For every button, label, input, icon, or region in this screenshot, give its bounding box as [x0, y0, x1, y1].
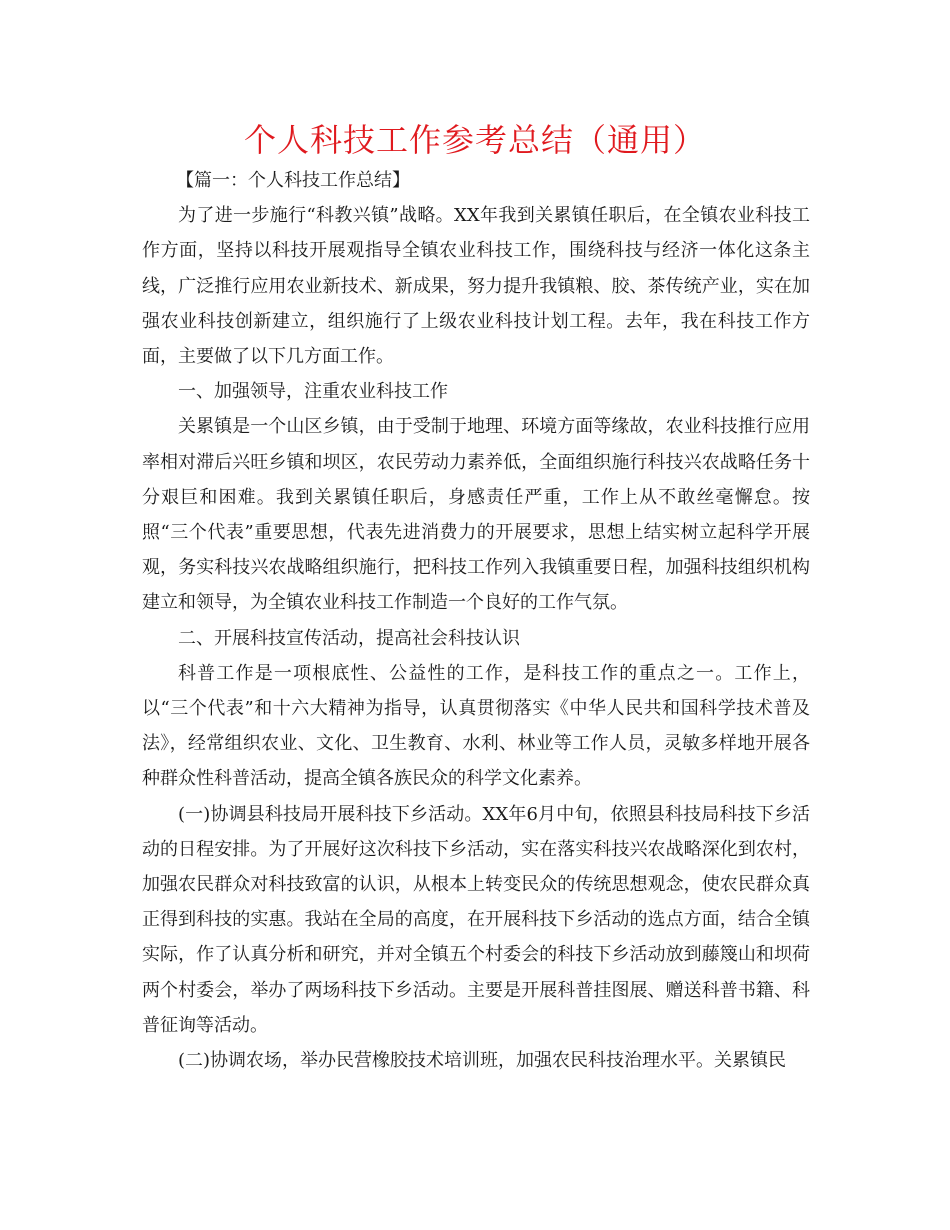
intro-paragraph: 为了进一步施行“科教兴镇”战略。XX年我到关累镇任职后，在全镇农业科技工作方面，坚持以科技开展观指导全镇农业科技工作，围绕科技与经济一体化这条主线，广泛推行应用农业新技术、新成果，努力提升我镇粮、胶、茶传统产业，实在加强农业科技创新建立，组织施行了上级农业科技计划工程。去年，我在科技工作方面，主要做了以下几方面工作。: [142, 205, 810, 368]
section-1-paragraph: 关累镇是一个山区乡镇，由于受制于地理、环境方面等缘故，农业科技推行应用率相对滞后兴旺乡镇和坝区，农民劳动力素养低，全面组织施行科技兴农战略任务十分艰巨和困难。我到关累镇任职后，身感责任严重，工作上从不敢丝毫懈怠。按照“三个代表”重要思想，代表先进消费力的开展要求，思想上结实树立起科学开展观，务实科技兴农战略组织施行，把科技工作列入我镇重要日程，加强科技组织机构建立和领导，为全镇农业科技工作制造一个良好的工作气氛。: [142, 416, 810, 614]
section-heading-part-one: 【篇一：个人科技工作总结】: [176, 170, 410, 191]
document-title: 个人科技工作参考总结（通用）: [243, 121, 706, 159]
subsection-2-paragraph: (二)协调农场，举办民营橡胶技术培训班，加强农民科技治理水平。关累镇民: [178, 1050, 787, 1072]
section-heading-1: 一、加强领导，注重农业科技工作: [178, 381, 448, 403]
section-heading-2: 二、开展科技宣传活动，提高社会科技认识: [178, 627, 520, 649]
subsection-1-paragraph: (一)协调县科技局开展科技下乡活动。XX年6月中旬，依照县科技局科技下乡活动的日程安排。为了开展好这次科技下乡活动，实在落实科技兴农战略深化到农村，加强农民群众对科技致富的认识，从根本上转变民众的传统思想观念，使农民群众真正得到科技的实惠。我站在全局的高度，在开展科技下乡活动的选点方面，结合全镇实际，作了认真分析和研究，并对全镇五个村委会的科技下乡活动放到藤篾山和坝荷两个村委会，举办了两场科技下乡活动。主要是开展科普挂图展、赠送科普书籍、科普征询等活动。: [142, 803, 810, 1036]
document-body: [142, 163, 810, 1078]
section-2-paragraph: 科普工作是一项根底性、公益性的工作，是科技工作的重点之一。工作上，以“三个代表”和十六大精神为指导，认真贯彻落实《中华人民共和国科学技术普及法》，经常组织农业、文化、卫生教育、水利、林业等工作人员，灵敏多样地开展各种群众性科普活动，提高全镇各族民众的科学文化素养。: [142, 662, 810, 790]
